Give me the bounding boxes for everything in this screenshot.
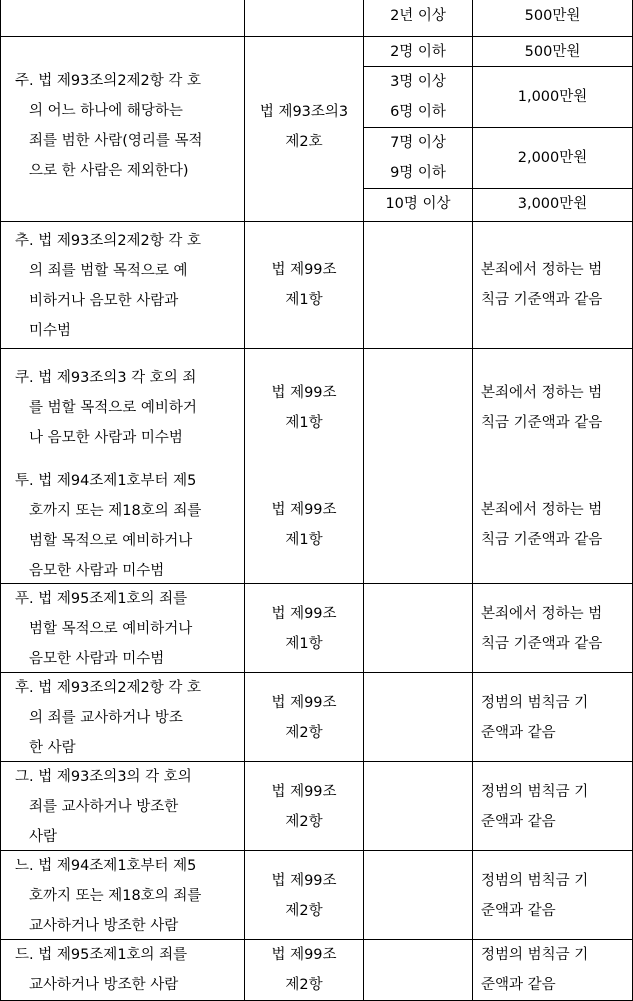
tier-count: 10명 이상 xyxy=(385,196,451,212)
tier-amount: 500만원 xyxy=(524,44,581,60)
row-chu-amount-note: 본죄에서 정하는 범 칙금 기준액과 같음 xyxy=(481,262,603,308)
row-hu-description: 후. 법 제93조의2제2항 각 호 의 죄를 교사하거나 방조 한 사람 xyxy=(15,680,202,756)
row-tu-law: 법 제99조 제1항 xyxy=(271,502,337,548)
tier-amount: 1,000만원 xyxy=(517,89,588,105)
row-pu-law: 법 제99조 제1항 xyxy=(271,606,337,652)
row-ku-amount-note: 본죄에서 정하는 범 칙금 기준액과 같음 xyxy=(481,385,603,431)
row-geu-law: 법 제99조 제2항 xyxy=(271,784,337,830)
row-neu-law: 법 제99조 제2항 xyxy=(271,873,337,919)
row-chu-description: 추. 법 제93조의2제2항 각 호 의 죄를 범할 목적으로 예 비하거나 음모한 사람과 미수범 xyxy=(15,233,202,339)
row-ju-law: 법 제93조의3 제2호 xyxy=(259,104,349,150)
tier-count: 7명 이상 9명 이하 xyxy=(390,135,446,181)
row-divider xyxy=(0,348,633,349)
tier-amount: 3,000만원 xyxy=(517,196,588,212)
row-pu-description: 푸. 법 제95조제1호의 죄를 범할 목적으로 예비하거나 음모한 사람과 미수범 xyxy=(15,591,193,667)
row-pu-amount-note: 본죄에서 정하는 범 칙금 기준액과 같음 xyxy=(481,606,603,652)
row-neu-description: 느. 법 제94조제1호부터 제5 호까지 또는 제18호의 죄를 교사하거나 방조한 사람 xyxy=(15,858,202,934)
row-divider xyxy=(0,221,633,222)
tier-amount: 2,000만원 xyxy=(517,150,588,166)
row-tu-amount-note: 본죄에서 정하는 범 칙금 기준액과 같음 xyxy=(481,502,603,548)
row-hu-amount-note: 정범의 범칙금 기 준액과 같음 xyxy=(481,695,589,741)
row-hu-law: 법 제99조 제2항 xyxy=(271,695,337,741)
row-deu-law: 법 제99조 제2항 xyxy=(271,947,337,993)
row-ju-description: 주. 법 제93조의2제2항 각 호 의 어느 하나에 해당하는 죄를 범한 사람(영리를 목적 으로 한 사람은 제외한다) xyxy=(15,73,203,179)
tier-count: 3명 이상 6명 이하 xyxy=(390,74,446,120)
row-ku-law: 법 제99조 제1항 xyxy=(271,385,337,431)
top-row-count: 2년 이상 xyxy=(390,8,446,24)
row-deu-description: 드. 법 제95조제1호의 죄를 교사하거나 방조한 사람 xyxy=(15,947,188,993)
tier-count: 2명 이하 xyxy=(390,44,446,60)
top-row-amount: 500만원 xyxy=(524,8,581,24)
row-deu-amount-note: 정범의 범칙금 기 준액과 같음 xyxy=(481,947,589,993)
row-geu-description: 그. 법 제93조의3의 각 호의 죄를 교사하거나 방조한 사람 xyxy=(15,769,192,845)
row-geu-amount-note: 정범의 범칙금 기 준액과 같음 xyxy=(481,784,589,830)
row-ku-description: 쿠. 법 제93조의3 각 호의 죄 를 범할 목적으로 예비하거 나 음모한 사람과 미수범 xyxy=(15,370,197,446)
row-tu-description: 투. 법 제94조제1호부터 제5 호까지 또는 제18호의 죄를 범할 목적으로 예비하거나 음모한 사람과 미수범 xyxy=(15,473,202,579)
row-chu-law: 법 제99조 제1항 xyxy=(271,262,337,308)
row-neu-amount-note: 정범의 범칙금 기 준액과 같음 xyxy=(481,873,589,919)
